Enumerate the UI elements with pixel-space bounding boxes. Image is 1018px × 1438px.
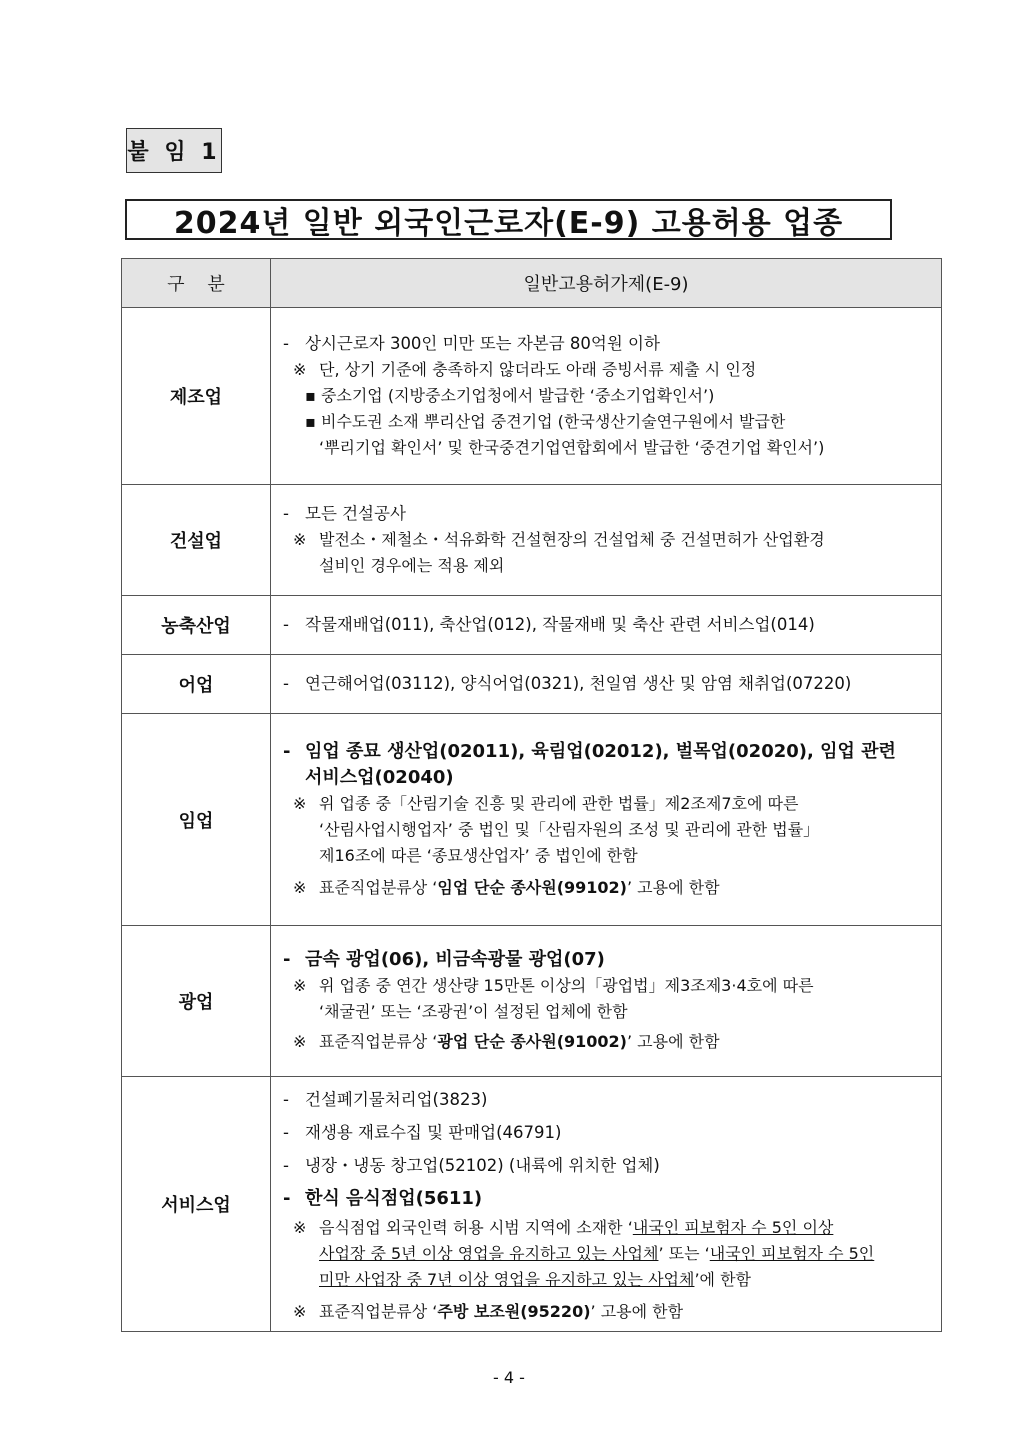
note-line: ※ 표준직업분류상 ‘주방 보조원(95220)’ 고용에 한함 [293, 1302, 684, 1321]
row-category-construction: 건설업 [122, 485, 271, 596]
table-row [122, 308, 942, 485]
note-line: ※ 표준직업분류상 ‘임업 단순 종사원(99102)’ 고용에 한함 [293, 877, 720, 897]
note-line: ※ 단, 상기 기준에 충족하지 않더라도 아래 증빙서류 제출 시 인정 [293, 360, 757, 379]
note-continuation: 사업장 중 5년 이상 영업을 유지하고 있는 사업체’ 또는 ‘내국인 피보험자 수 5인 [319, 1244, 875, 1263]
document-title: 2024년 일반 외국인근로자(E-9) 고용허용 업종 [125, 199, 892, 240]
note-continuation: ‘채굴권’ 또는 ‘조광권’이 설정된 업체에 한함 [319, 1002, 628, 1021]
row-content-construction [271, 485, 942, 596]
header-category: 구 분 [122, 259, 271, 308]
row-category-agriculture: 농축산업 [122, 596, 271, 655]
content-continuation: 서비스업(02040) [305, 766, 454, 788]
content-line: - 재생용 재료수집 및 판매업(46791) [283, 1123, 562, 1142]
row-content-service [271, 1077, 942, 1332]
row-content-mining [271, 926, 942, 1077]
content-line: - 모든 건설공사 [283, 504, 406, 523]
note-line: ※ 위 업종 중 연간 생산량 15만톤 이상의「광업법」제3조제3·4호에 따른 [293, 976, 814, 995]
content-line: - 작물재배업(011), 축산업(012), 작물재배 및 축산 관련 서비스업(014) [283, 615, 815, 634]
content-line: - 금속 광업(06), 비금속광물 광업(07) [283, 949, 605, 970]
row-category-manufacturing: 제조업 [122, 308, 271, 485]
table-header-row [122, 259, 942, 308]
table-row [122, 485, 942, 596]
table-row [122, 596, 942, 655]
attachment-label: 붙 임 1 [126, 128, 222, 173]
note-line: ※ 음식점업 외국인력 허용 시범 지역에 소재한 ‘내국인 피보험자 수 5인 이상 [293, 1218, 834, 1237]
row-category-forestry: 임업 [122, 714, 271, 926]
content-line: - 건설폐기물처리업(3823) [283, 1090, 488, 1109]
row-category-fishery: 어업 [122, 655, 271, 714]
content-line: - 임업 종묘 생산업(02011), 육림업(02012), 벌목업(02020), 임업 관련 [283, 740, 896, 762]
note-line: ※ 표준직업분류상 ‘광업 단순 종사원(91002)’ 고용에 한함 [293, 1032, 720, 1051]
row-content-manufacturing [271, 308, 942, 485]
content-line: - 연근해어업(03112), 양식어업(0321), 천일염 생산 및 암염 채취업(07220) [283, 674, 852, 693]
industry-table [121, 258, 942, 1332]
bullet-line: ▪ 비수도권 소재 뿌리산업 중견기업 (한국생산기술연구원에서 발급한 [305, 412, 786, 431]
bullet-line: ▪ 중소기업 (지방중소기업청에서 발급한 ‘중소기업확인서’) [305, 386, 715, 405]
row-content-fishery [271, 655, 942, 714]
page-number: - 4 - [493, 1368, 525, 1387]
note-line: ※ 발전소・제철소・석유화학 건설현장의 건설업체 중 건설면허가 산업환경 [293, 530, 825, 549]
row-content-agriculture [271, 596, 942, 655]
content-line: - 냉장・냉동 창고업(52102) (내륙에 위치한 업체) [283, 1156, 660, 1175]
bullet-continuation: ‘뿌리기업 확인서’ 및 한국중견기업연합회에서 발급한 ‘중견기업 확인서’) [319, 438, 825, 457]
table-row [122, 714, 942, 926]
content-line: - 한식 음식점업(5611) [283, 1188, 483, 1209]
row-category-mining: 광업 [122, 926, 271, 1077]
note-continuation: ‘산림사업시행업자’ 중 법인 및「산림자원의 조성 및 관리에 관한 법률」 [319, 819, 820, 839]
table-row [122, 926, 942, 1077]
table-row [122, 1077, 942, 1332]
table-row [122, 655, 942, 714]
note-continuation: 제16조에 따른 ‘종묘생산업자’ 중 법인에 한함 [319, 845, 638, 865]
note-continuation: 설비인 경우에는 적용 제외 [319, 556, 505, 575]
content-line: - 상시근로자 300인 미만 또는 자본금 80억원 이하 [283, 334, 660, 353]
note-line: ※ 위 업종 중「산림기술 진흥 및 관리에 관한 법률」제2조제7호에 따른 [293, 793, 799, 813]
row-content-forestry [271, 714, 942, 926]
row-category-service: 서비스업 [122, 1077, 271, 1332]
note-continuation: 미만 사업장 중 7년 이상 영업을 유지하고 있는 사업체’에 한함 [319, 1270, 751, 1289]
header-content: 일반고용허가제(E-9) [271, 259, 942, 308]
